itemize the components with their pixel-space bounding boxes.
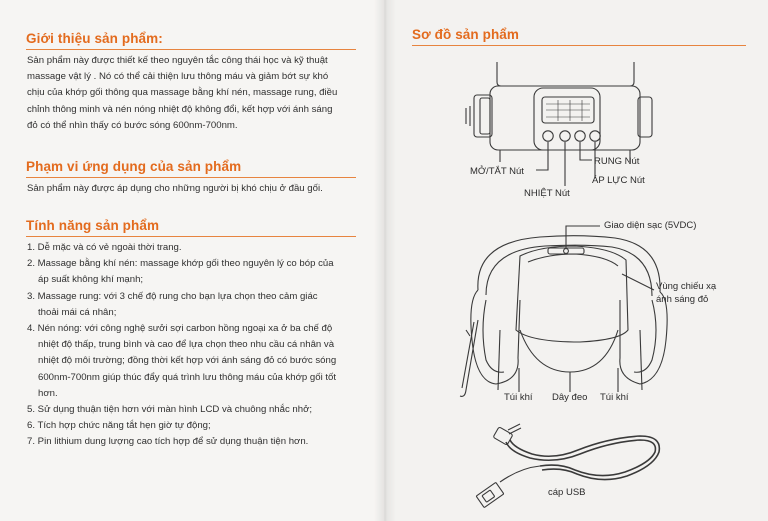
feature-item-continuation: thoải mái cá nhân; (38, 306, 117, 318)
feature-item: 5. Sử dụng thuận tiện hơn với màn hình LCD và chuông nhắc nhở; (27, 404, 313, 416)
feature-item: 4. Nén nóng: với công nghệ sưởi sợi carbon hồng ngoại xa ở ba chế độ (27, 323, 333, 335)
strap-label: Dây đeo (552, 392, 588, 403)
power-leader (536, 142, 548, 170)
feature-item: 6. Tích hợp chức năng tắt hẹn giờ tự động; (27, 420, 211, 432)
feature-item-continuation: hơn. (38, 387, 58, 399)
feature-item-continuation: áp suất không khí mạnh; (38, 274, 144, 286)
vibration-leader (580, 142, 592, 160)
feature-item-continuation: 600nm-700nm giúp thúc đẩy quá trình lưu thông máu của khớp gối tốt (38, 371, 337, 383)
device-front-view (460, 236, 667, 397)
intro-line: massage vật lý . Nó có thể cải thiện lưu thông máu và giảm bớt sự khó (27, 71, 329, 83)
red-light-label-line1: Vùng chiếu xạ (656, 281, 717, 292)
intro-line: đỏ có thể nhìn thấy có bước sóng 600nm-700nm. (27, 119, 238, 131)
usb-cable-label: cáp USB (548, 487, 586, 498)
feature-item-continuation: nhiệt độ thấp, trung bình và cao để lựa chọn theo nhu cầu cá nhân và (38, 339, 335, 351)
intro-line: Sản phẩm này được thiết kế theo nguyên tắc công thái học và kỹ thuật (27, 55, 328, 66)
feature-item: 2. Massage bằng khí nén: massage khớp gối theo nguyên lý co bóp của (27, 258, 334, 270)
vibration-button-label: RUNG Nút (594, 156, 640, 167)
power-button-label: MỞ/TẮT Nút (470, 166, 524, 177)
airbag-right-label: Túi khí (600, 392, 629, 403)
scope-heading: Phạm vi ứng dụng của sản phẩm (26, 159, 242, 174)
intro-line: chịu của khớp gối thông qua massage bằng khí nén, massage rung, điều (27, 87, 338, 99)
pressure-button-label: ÁP LỰC Nút (592, 175, 645, 186)
red-light-label-line2: ánh sáng đỏ (656, 294, 709, 305)
airbag-left-label: Túi khí (504, 392, 533, 403)
features-heading: Tính năng sản phẩm (26, 218, 160, 233)
feature-item: 7. Pin lithium dung lượng cao tích hợp để sử dụng thuận tiện hơn. (27, 436, 309, 448)
diagram-heading: Sơ đồ sản phẩm (412, 27, 520, 42)
device-top-view (466, 62, 652, 162)
intro-line: chỉnh thông minh và nén nóng nhiệt độ không đổi, kết hợp với ánh sáng (27, 103, 333, 115)
scope-line: Sản phẩm này được áp dụng cho những người bị khó chịu ở đầu gối. (27, 183, 323, 194)
feature-item: 1. Dễ mặc và có vẻ ngoài thời trang. (27, 242, 182, 253)
feature-item-continuation: nhiệt độ môi trường; đồng thời kết hợp với ánh sáng đỏ có bước sóng (38, 355, 337, 367)
feature-item: 3. Massage rung: với 3 chế độ rung cho bạn lựa chọn theo cảm giác (27, 290, 318, 302)
heat-button-label: NHIỆT Nút (524, 188, 570, 199)
charge-port-label: Giao diện sạc (5VDC) (604, 220, 697, 231)
intro-heading: Giới thiệu sản phẩm: (26, 31, 163, 46)
